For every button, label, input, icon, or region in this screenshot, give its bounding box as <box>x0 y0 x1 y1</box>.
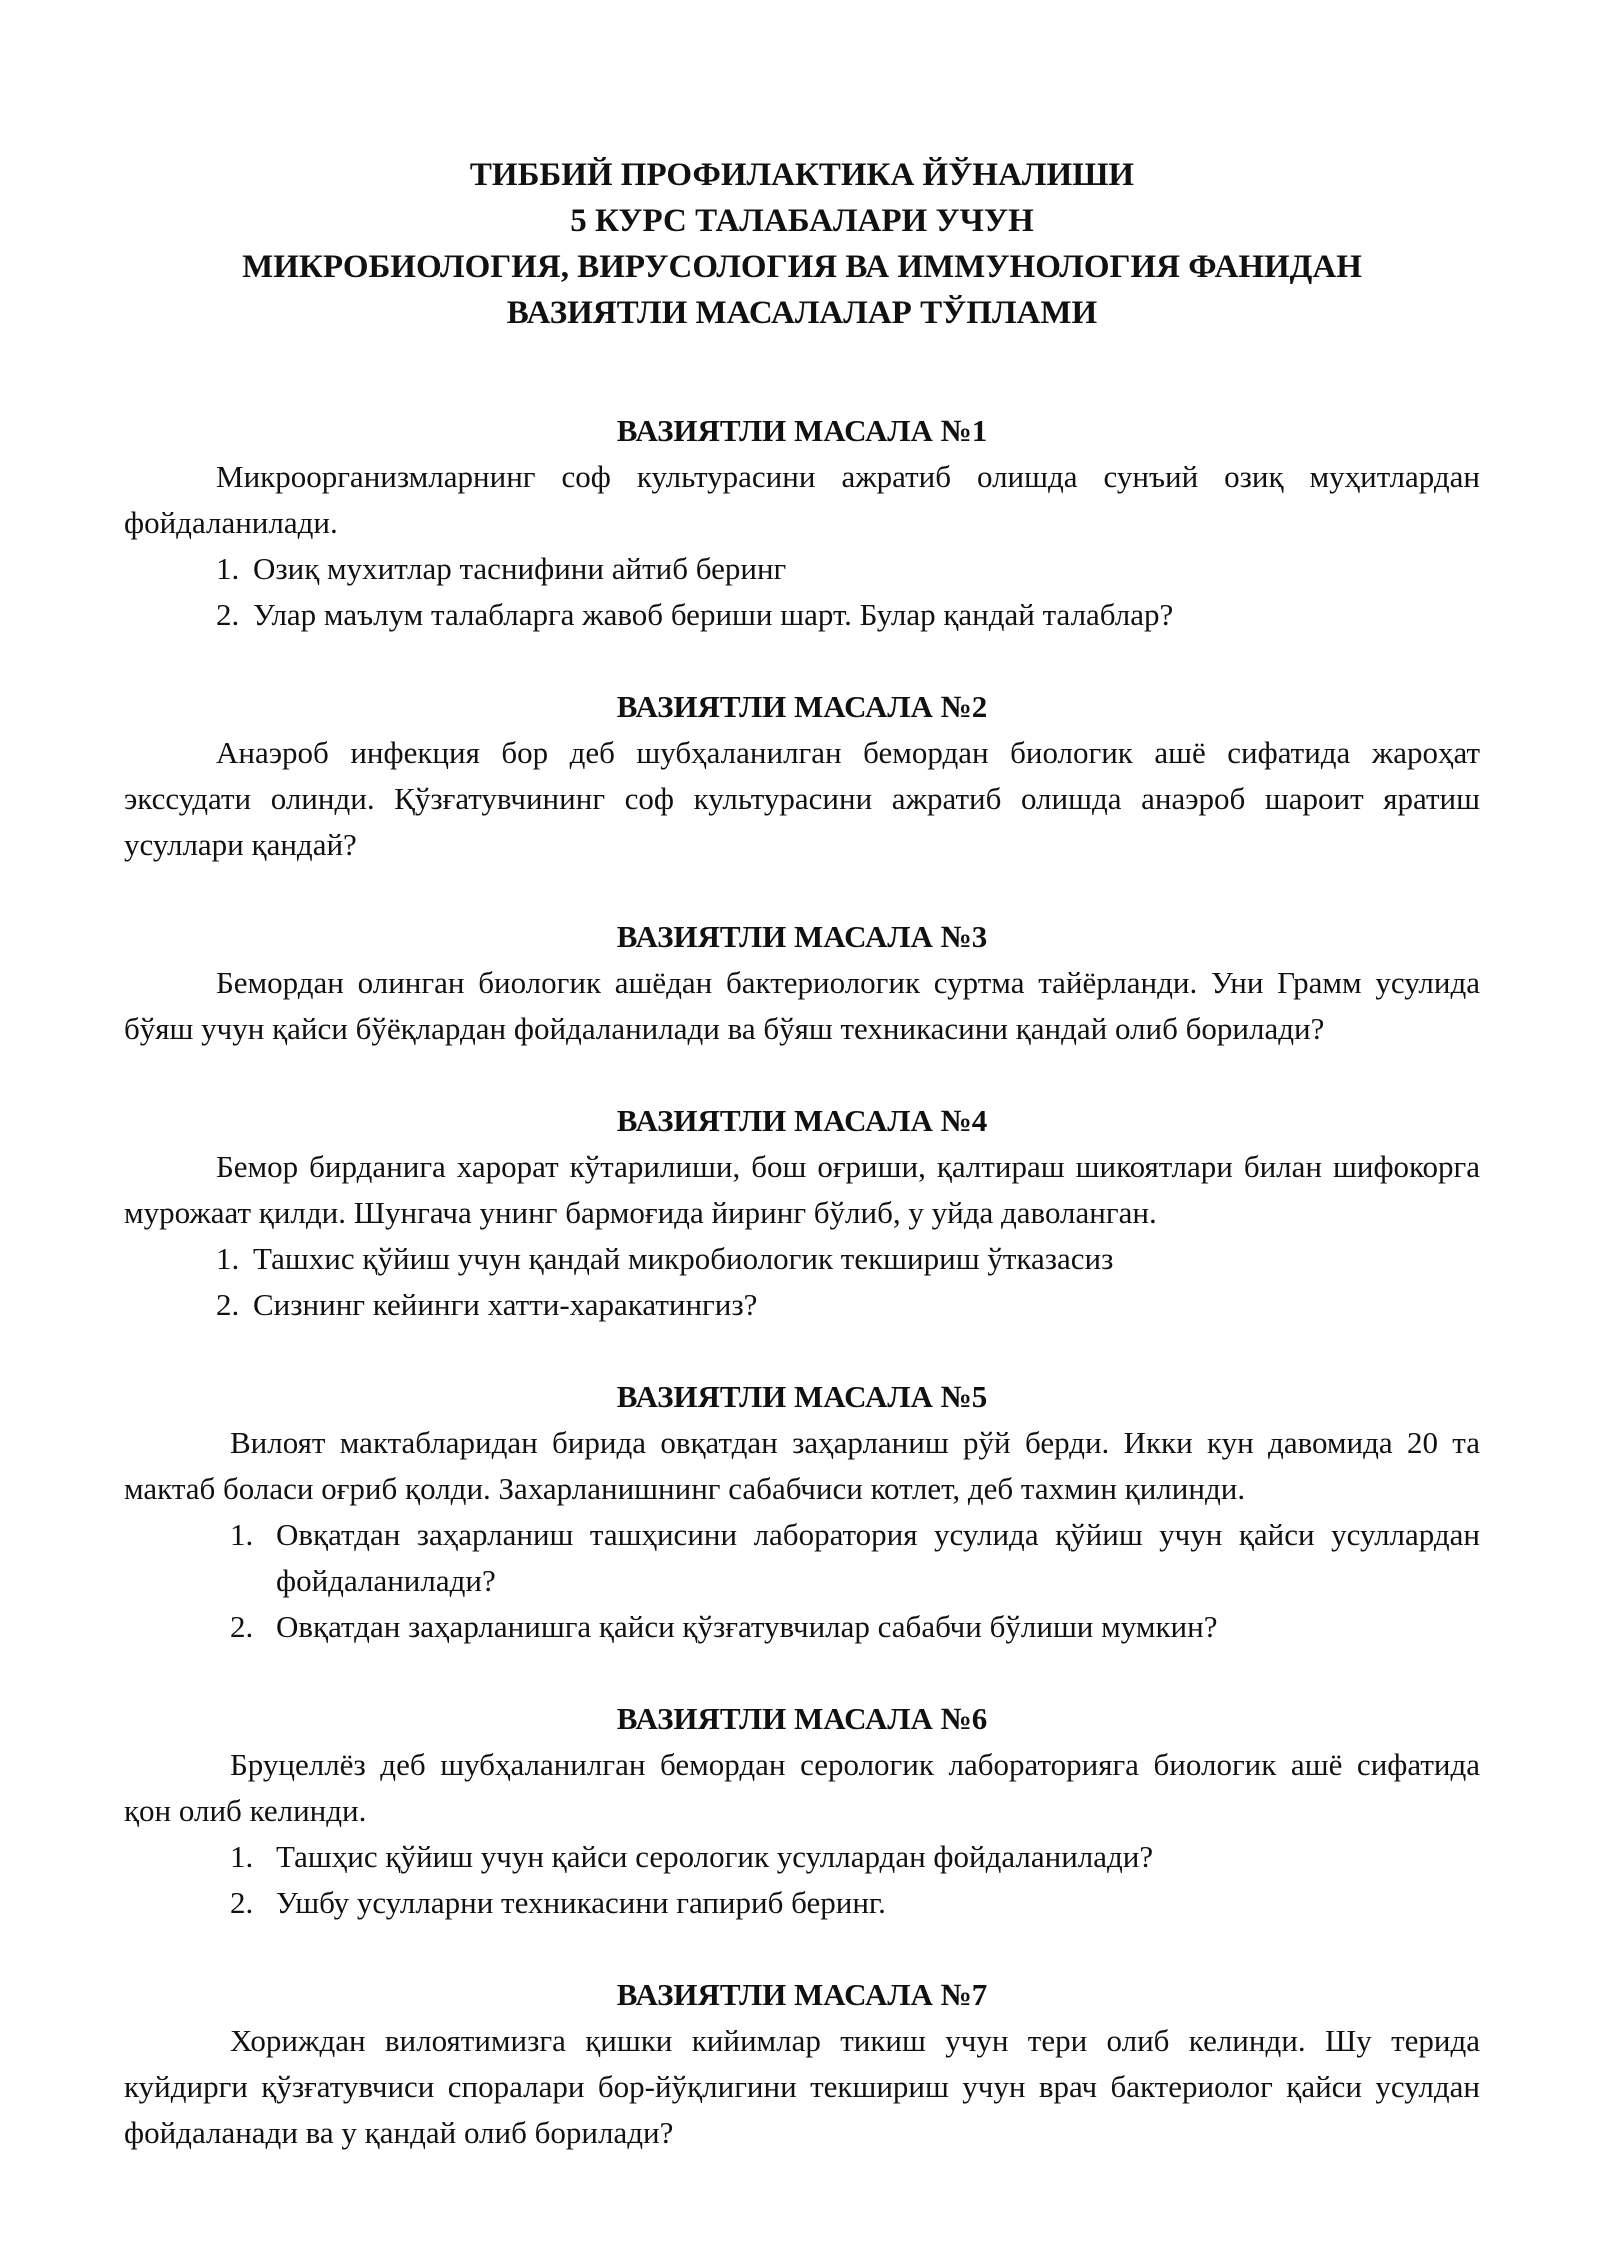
question-number: 2. <box>230 1609 254 1644</box>
question-item <box>124 1880 1480 1926</box>
problem-text: Анаэроб инфекция бор деб шубҳаланилган бемордан биологик ашё сифатида жароҳат экссудати олинди. Қўзғатувчининг соф культурасини ажратиб олишда анаэроб шароит яратиш усуллари қандай? <box>124 735 1480 862</box>
problem-7 <box>124 1972 1480 2156</box>
question-number: 1. <box>216 551 240 586</box>
problem-heading: ВАЗИЯТЛИ МАСАЛА №4 <box>616 1103 988 1138</box>
question-number: 1. <box>216 1241 240 1276</box>
problem-6 <box>124 1696 1480 1926</box>
question-text: Овқатдан заҳарланиш ташҳисини лаборатория усулида қўйиш учун қайси усуллардан фойдаланилади? <box>276 1517 1480 1598</box>
problem-text: Вилоят мактабларидан бирида овқатдан заҳарланиш рўй берди. Икки кун давомида 20 та мактаб боласи оғриб қолди. Захарланишнинг сабабчиси котлет, деб тахмин қилинди. <box>124 1425 1480 1506</box>
question-list <box>124 546 1480 638</box>
question-item <box>124 546 1480 592</box>
question-item <box>124 1834 1480 1880</box>
question-item <box>124 1604 1480 1650</box>
question-text: Сизнинг кейинги хатти-харакатингиз? <box>253 1287 758 1322</box>
question-number: 1. <box>230 1839 254 1874</box>
question-item <box>124 1282 1480 1328</box>
question-text: Ушбу усулларни техникасини гапириб беринг. <box>276 1885 886 1920</box>
problem-heading: ВАЗИЯТЛИ МАСАЛА №6 <box>616 1701 988 1736</box>
question-text: Улар маълум талабларга жавоб бериши шарт. Булар қандай талаблар? <box>253 597 1174 632</box>
question-text: Ташхис қўйиш учун қандай микробиологик текшириш ўтказасиз <box>253 1241 1114 1276</box>
problem-3 <box>124 914 1480 1052</box>
problem-text: Бруцеллёз деб шубҳаланилган бемордан серологик лабораторияга биологик ашё сифатида қон олиб келинди. <box>124 1747 1480 1828</box>
title-line: ВАЗИЯТЛИ МАСАЛАЛАР ТЎПЛАМИ <box>506 295 1098 331</box>
document-title <box>124 152 1480 336</box>
problem-text: Бемор бирданига харорат кўтарилиши, бош оғриши, қалтираш шикоятлари билан шифокорга мурожаат қилди. Шунгача унинг бармоғида йиринг бўлиб, у уйда даволанган. <box>124 1149 1480 1230</box>
problem-heading: ВАЗИЯТЛИ МАСАЛА №7 <box>616 1977 988 2012</box>
question-list <box>124 1834 1480 1926</box>
question-item <box>124 1512 1480 1604</box>
problem-1 <box>124 408 1480 638</box>
question-text: Овқатдан заҳарланишга қайси қўзғатувчилар сабабчи бўлиши мумкин? <box>276 1609 1218 1644</box>
problem-2 <box>124 684 1480 868</box>
question-number: 2. <box>216 1287 240 1322</box>
title-line: ТИББИЙ ПРОФИЛАКТИКА ЙЎНАЛИШИ <box>469 157 1135 193</box>
problem-heading: ВАЗИЯТЛИ МАСАЛА №2 <box>616 689 988 724</box>
question-number: 2. <box>230 1885 254 1920</box>
problem-4 <box>124 1098 1480 1328</box>
question-number: 2. <box>216 597 240 632</box>
title-line: 5 КУРС ТАЛАБАЛАРИ УЧУН <box>570 203 1034 239</box>
question-item <box>124 592 1480 638</box>
problem-heading: ВАЗИЯТЛИ МАСАЛА №1 <box>616 413 988 448</box>
problem-text: Микроорганизмларнинг соф культурасини ажратиб олишда сунъий озиқ муҳитлардан фойдаланилади. <box>124 459 1480 540</box>
problem-5 <box>124 1374 1480 1650</box>
question-list <box>124 1236 1480 1328</box>
question-list <box>124 1512 1480 1650</box>
problem-heading: ВАЗИЯТЛИ МАСАЛА №3 <box>616 919 988 954</box>
title-line: МИКРОБИОЛОГИЯ, ВИРУСОЛОГИЯ ВА ИММУНОЛОГИЯ ФАНИДАН <box>242 249 1362 285</box>
question-text: Озиқ мухитлар таснифини айтиб беринг <box>253 551 787 586</box>
question-text: Ташҳис қўйиш учун қайси серологик усуллардан фойдаланилади? <box>276 1839 1154 1874</box>
question-item <box>124 1236 1480 1282</box>
problem-text: Хориждан вилоятимизга қишки кийимлар тикиш учун тери олиб келинди. Шу терида куйдирги қўзғатувчиси споралари бор-йўқлигини текшириш учун врач бактериолог қайси усулдан фойдаланади ва у қандай олиб борилади? <box>124 2023 1480 2150</box>
problem-text: Бемордан олинган биологик ашёдан бактериологик суртма тайёрланди. Уни Грамм усулида бўяш учун қайси бўёқлардан фойдаланилади ва бўяш техникасини қандай олиб борилади? <box>124 965 1480 1046</box>
problem-heading: ВАЗИЯТЛИ МАСАЛА №5 <box>616 1379 988 1414</box>
question-number: 1. <box>230 1517 254 1552</box>
